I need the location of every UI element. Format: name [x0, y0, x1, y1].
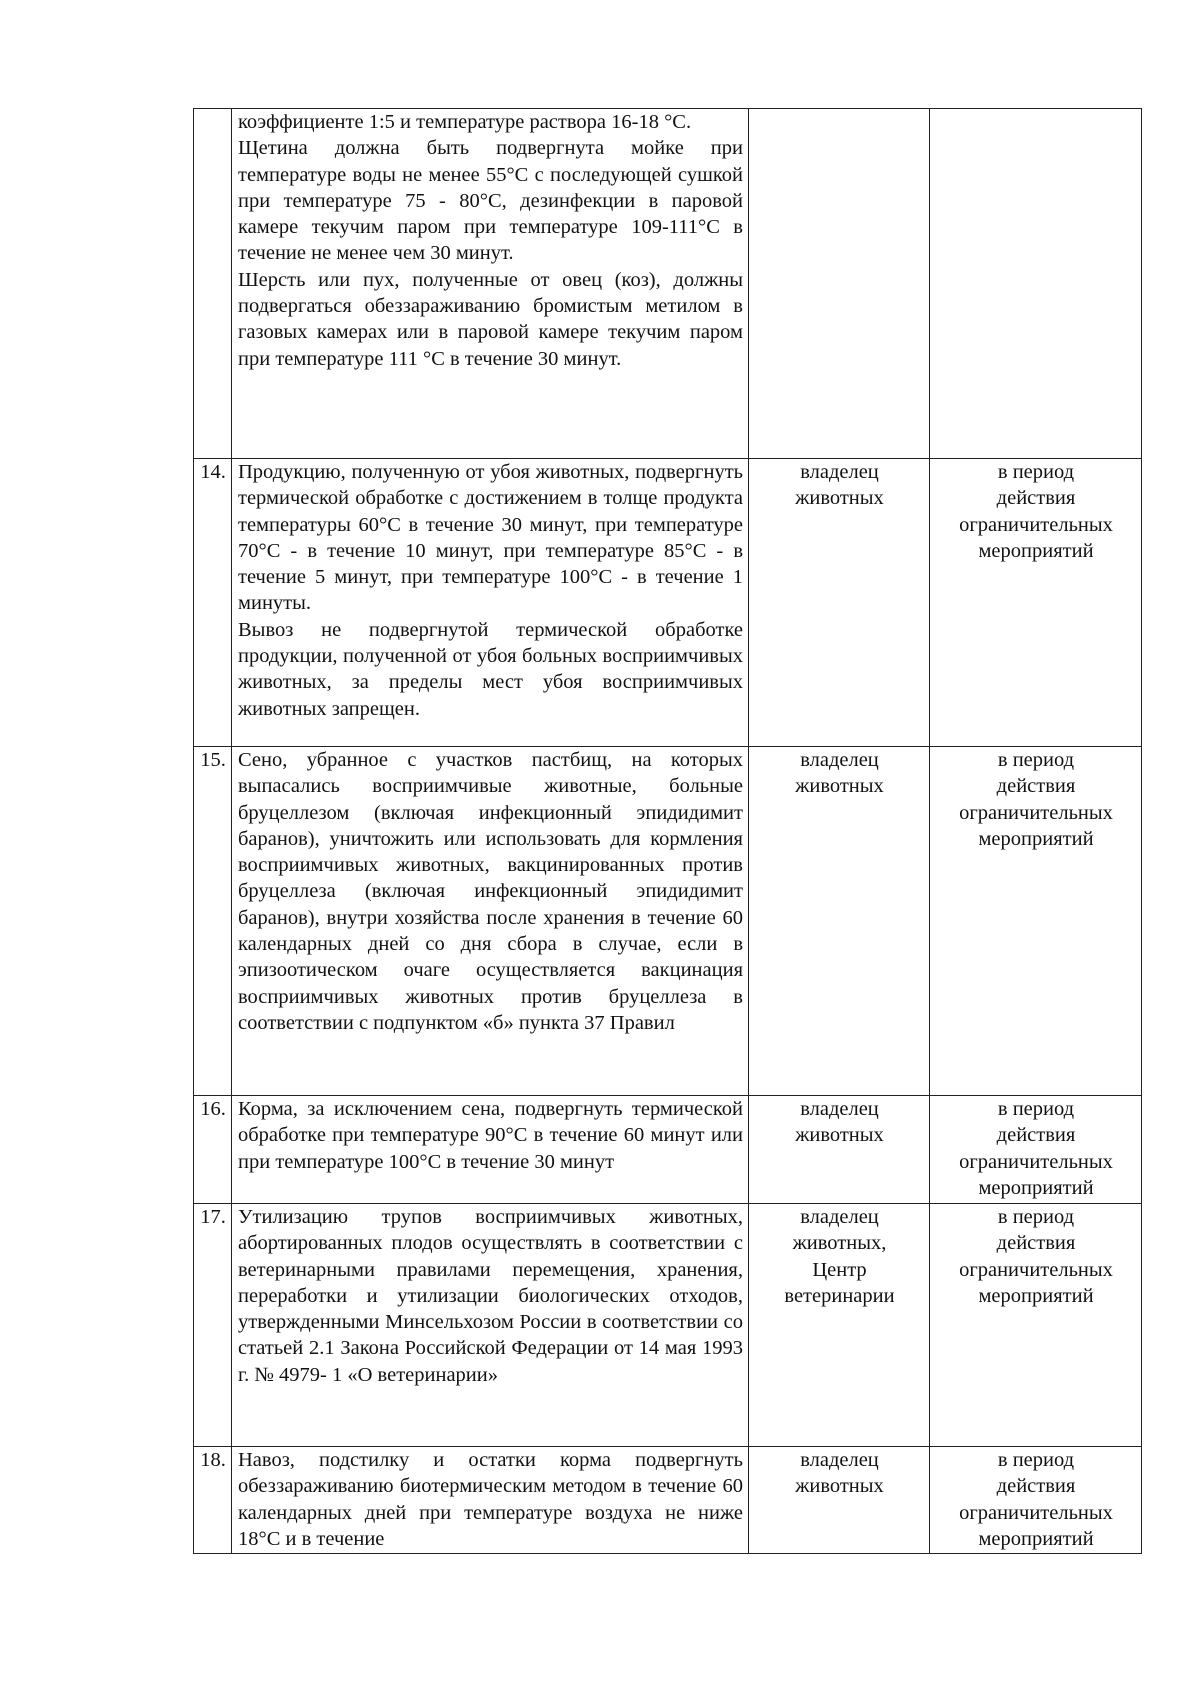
- responsible-cell: [749, 459, 930, 747]
- measure-paragraph: Утилизацию трупов восприимчивых животных, абортированных плодов осуществлять в соответствии с ветеринарными правилами перемещения, хранения, переработки и утилизации биологических отходов, утвержденными Минсельхозом России в соответствии со статьей 2.1 Закона Российской Федерации от 14 мая 1993 г. № 4979- 1 «О ветеринарии»: [238, 1206, 743, 1386]
- measure-text: [232, 1096, 749, 1204]
- responsible-line: ветеринарии: [784, 1284, 895, 1307]
- period-line: действия: [996, 775, 1076, 798]
- row-number: 16.: [194, 1096, 232, 1204]
- measure-text: [232, 747, 749, 1096]
- row-number: 15.: [194, 747, 232, 1096]
- period-line: ограничительных: [959, 1258, 1113, 1281]
- measure-text: [232, 1447, 749, 1554]
- responsible-cell: [749, 109, 930, 459]
- responsible-line: владелец: [800, 749, 879, 771]
- table-row: [194, 1447, 1142, 1554]
- period-line: в период: [997, 1449, 1075, 1471]
- measure-paragraph: Навоз, подстилку и остатки корма подвергнуть обеззараживанию биотермическим методом в течение 60 календарных дней при температуре воздуха не ниже 18°С и в течение: [238, 1449, 743, 1550]
- measure-paragraph: Сено, убранное с участков пастбищ, на которых выпасались восприимчивые животные, больные бруцеллезом (включая инфекционный эпидидимит баранов), уничтожить или использовать для кормления восприимчивых животных, вакцинированных против бруцеллеза (включая инфекционный эпидидимит баранов), внутри хозяйства после хранения в течение 60 календарных дней со дня сбора в случае, если в эпизоотическом очаге осуществляется вакцинация восприимчивых животных против бруцеллеза в соответствии с подпунктом «б» пункта 37 Правил: [238, 749, 743, 1034]
- period-cell: [930, 1447, 1142, 1554]
- measure-paragraph: коэффициенте 1:5 и температуре раствора 16-18 °С.: [238, 111, 692, 133]
- responsible-line: Центр: [812, 1258, 867, 1281]
- table-row: [194, 109, 1142, 459]
- responsible-line: животных: [795, 487, 884, 510]
- row-number: 17.: [194, 1204, 232, 1447]
- period-line: мероприятий: [978, 539, 1094, 562]
- period-line: мероприятий: [978, 1284, 1094, 1307]
- period-line: действия: [996, 1475, 1076, 1498]
- responsible-cell: [749, 1204, 930, 1447]
- responsible-cell: [749, 747, 930, 1096]
- period-line: мероприятий: [978, 1527, 1094, 1550]
- table-body: [194, 109, 1142, 1554]
- period-line: ограничительных: [959, 1501, 1113, 1524]
- responsible-line: животных: [795, 1124, 884, 1147]
- period-line: мероприятий: [978, 1176, 1094, 1199]
- period-cell: [930, 459, 1142, 747]
- period-line: в период: [997, 1206, 1075, 1228]
- table-row: [194, 1096, 1142, 1204]
- period-line: в период: [997, 461, 1075, 483]
- responsible-line: животных,: [792, 1232, 887, 1255]
- row-number: [194, 109, 232, 459]
- measure-paragraph: Вывоз не подвергнутой термической обработке продукции, полученной от убоя больных восприимчивых животных, за пределы мест убоя восприимчивых животных запрещен.: [238, 618, 743, 720]
- period-line: мероприятий: [978, 827, 1094, 850]
- table-row: [194, 1204, 1142, 1447]
- responsible-line: владелец: [800, 461, 879, 483]
- table-row: [194, 747, 1142, 1096]
- period-cell: [930, 1096, 1142, 1204]
- period-line: ограничительных: [959, 513, 1113, 536]
- measure-paragraph: Щетина должна быть подвергнута мойке при температуре воды не менее 55°С с последующей сушкой при температуре 75 - 80°С, дезинфекции в паровой камере текучим паром при температуре 109-111°С в течение не менее чем 30 минут.: [238, 137, 743, 265]
- period-cell: [930, 109, 1142, 459]
- period-line: действия: [996, 1232, 1076, 1255]
- responsible-line: животных: [795, 1475, 884, 1498]
- period-line: в период: [997, 749, 1075, 771]
- period-line: ограничительных: [959, 1150, 1113, 1173]
- period-line: действия: [996, 487, 1076, 510]
- responsible-line: владелец: [800, 1206, 879, 1228]
- table-row: [194, 459, 1142, 747]
- responsible-line: владелец: [800, 1449, 879, 1471]
- measures-table: [193, 108, 1142, 1554]
- responsible-cell: [749, 1447, 930, 1554]
- responsible-line: владелец: [800, 1098, 879, 1120]
- measure-paragraph: Продукцию, полученную от убоя животных, подвергнуть термической обработке с достижением в толще продукта температуры 60°С в течение 30 минут, при температуре 70°С - в течение 10 минут, при температуре 85°С - в течение 5 минут, при температуре 100°С - в течение 1 минуты.: [238, 461, 743, 615]
- measure-paragraph: Корма, за исключением сена, подвергнуть термической обработке при температуре 90°С в течение 60 минут или при температуре 100°С в течение 30 минут: [238, 1098, 743, 1173]
- row-number: 18.: [194, 1447, 232, 1554]
- period-line: ограничительных: [959, 801, 1113, 824]
- row-number: 14.: [194, 459, 232, 747]
- measure-text: [232, 459, 749, 747]
- period-cell: [930, 747, 1142, 1096]
- period-cell: [930, 1204, 1142, 1447]
- period-line: в период: [997, 1098, 1075, 1120]
- responsible-cell: [749, 1096, 930, 1204]
- measure-paragraph: Шерсть или пух, полученные от овец (коз), должны подвергаться обеззараживанию бромистым метилом в газовых камерах или в паровой камере текучим паром при температуре 111 °С в течение 30 минут.: [238, 268, 743, 370]
- measure-text: [232, 109, 749, 459]
- responsible-line: животных: [795, 775, 884, 798]
- period-line: действия: [996, 1124, 1076, 1147]
- measure-text: [232, 1204, 749, 1447]
